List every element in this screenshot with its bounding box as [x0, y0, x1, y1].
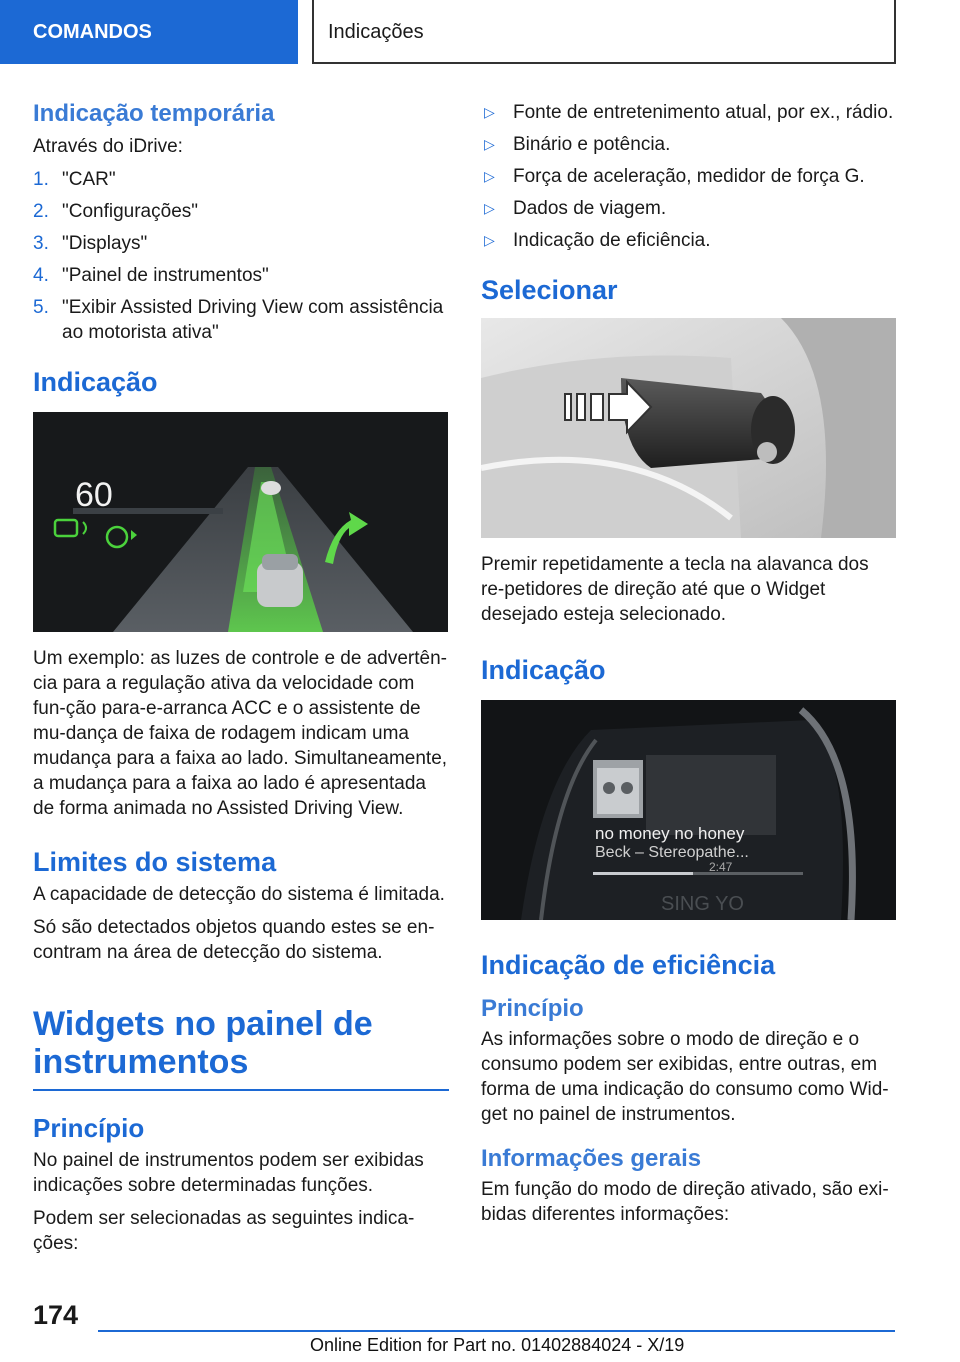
chapter-tab: Indicações: [312, 0, 896, 64]
heading-efficiency: Indicação de eficiência: [481, 950, 776, 980]
heading-principle: Princípio: [33, 1113, 145, 1143]
media-widget-image: [481, 700, 896, 920]
figure-caption: Um exemplo: as luzes de controle e de advertên-cia para a regulação ativa da velocidade com fun-ção para-e-arranca ACC e o assistente de mu-dança de faixa de rodagem indicam uma mudança para a faixa ao lado. Simultaneamente, a mudança para a faixa ao lado é apresentada de forma animada no Assisted Driving View.: [33, 648, 448, 819]
turn-signal-lever-image: [481, 318, 896, 538]
principle-text-2: Podem ser selecionadas as seguintes indica-ções:: [33, 1208, 415, 1254]
edition-text: Online Edition for Part no. 01402884024 - X/19: [310, 1335, 685, 1355]
general-info-text: Em função do modo de direção ativado, são exi-bidas diferentes informações:: [481, 1179, 889, 1225]
heading-display-right: Indicação: [481, 655, 606, 685]
list-item: ▷ Fonte de entretenimento atual, por ex., rádio.: [481, 100, 897, 125]
song-title: no money no honey: [595, 824, 745, 843]
playback-time: 2:47: [709, 860, 733, 874]
triangle-bullet-icon: ▷: [484, 232, 495, 248]
efficiency-principle-text: As informações sobre o modo de direção e o consumo podem ser exibidas, entre outras, em forma de uma indicação do consumo como Wid-get no painel de instrumentos.: [481, 1029, 889, 1125]
list-item: ▷ Binário e potência.: [481, 132, 897, 157]
section-divider: [33, 1089, 449, 1091]
list-item: ▷ Força de aceleração, medidor de força G.: [481, 164, 897, 189]
via-idrive-text: Através do iDrive:: [33, 136, 183, 157]
list-item: 1. "CAR": [33, 169, 116, 190]
section-tab: COMANDOS: [0, 0, 298, 64]
heading-widgets: Widgets no painel de instrumentos: [33, 1005, 373, 1081]
widget-options-list: [481, 100, 897, 253]
triangle-bullet-icon: ▷: [484, 168, 495, 184]
steps-list: [33, 167, 449, 345]
right-column: [481, 100, 897, 1235]
heading-general-info: Informações gerais: [481, 1145, 702, 1172]
list-item: ▷ Indicação de eficiência.: [481, 228, 897, 253]
heading-temporary-display: Indicação temporária: [33, 100, 275, 127]
heading-display: Indicação: [33, 367, 158, 397]
page-number: 174: [33, 1300, 79, 1330]
svg-text:SING YO: SING YO: [661, 893, 744, 915]
speed-readout: 60: [75, 476, 113, 514]
list-item: 4. "Painel de instrumentos": [33, 265, 269, 286]
triangle-bullet-icon: ▷: [484, 104, 495, 120]
heading-select: Selecionar: [481, 275, 618, 305]
triangle-bullet-icon: ▷: [484, 200, 495, 216]
principle-text-1: No painel de instrumentos podem ser exibidas indicações sobre determinadas funções.: [33, 1150, 424, 1196]
list-item: 2. "Configurações": [33, 201, 199, 222]
select-text: Premir repetidamente a tecla na alavanca dos re-petidores de direção até que o Widget desejado esteja selecionado.: [481, 554, 869, 625]
assisted-driving-view-image: [33, 412, 448, 632]
triangle-bullet-icon: ▷: [484, 136, 495, 152]
artist-name: Beck – Stereopathe...: [595, 844, 749, 861]
list-item: 3. "Displays": [33, 233, 148, 254]
footer-divider: [98, 1330, 895, 1332]
heading-principle-right: Princípio: [481, 995, 584, 1022]
limits-text-1: A capacidade de detecção do sistema é limitada.: [33, 884, 445, 905]
heading-system-limits: Limites do sistema: [33, 847, 277, 877]
left-column: [33, 100, 449, 1264]
limits-text-2: Só são detectados objetos quando estes se en-contram na área de detecção do sistema.: [33, 917, 435, 963]
list-item: 5. "Exibir Assisted Driving View com assistência ao motorista ativa": [33, 297, 444, 343]
list-item: ▷ Dados de viagem.: [481, 196, 897, 221]
